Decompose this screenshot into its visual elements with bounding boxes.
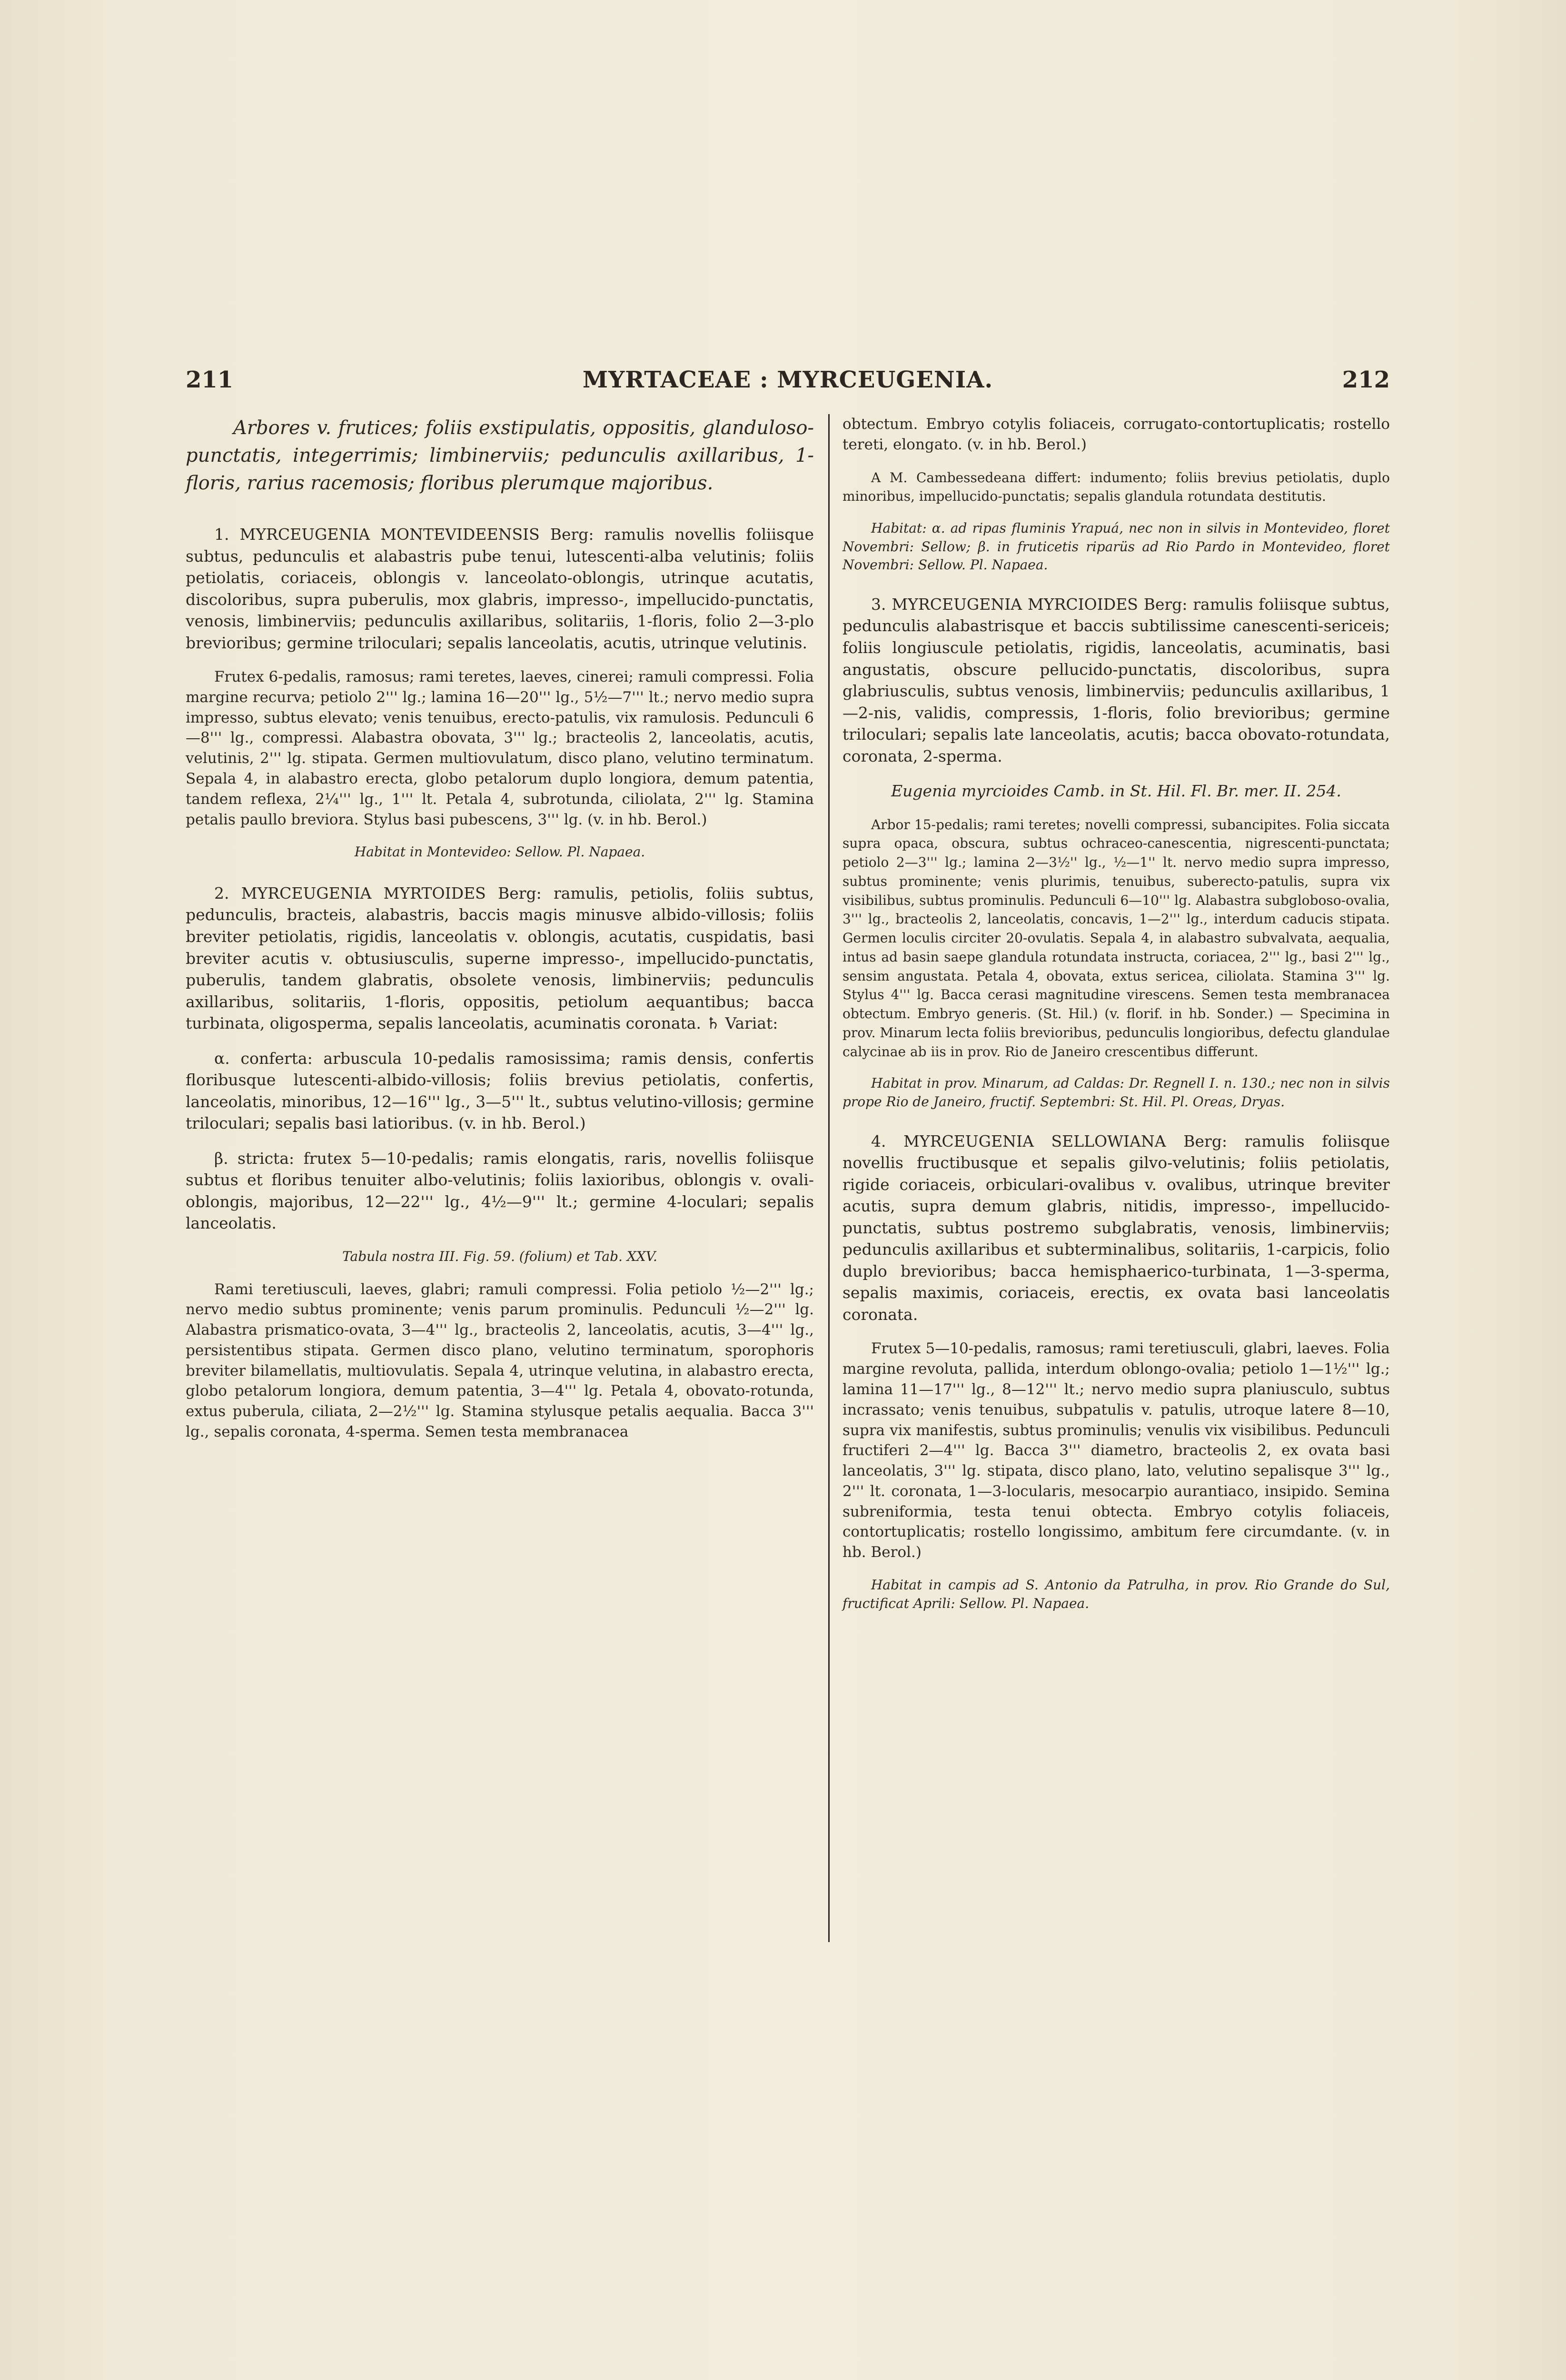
genus-intro: Arbores v. frutices; foliis exstipulatis, oppositis, glanduloso-punctatis, integerrimis; limbinerviis; pedunculis axillaribus, 1-floris, rarius racemosis; floribus plerumque majoribus. (186, 417, 814, 494)
species-2-reference: Tabula nostra III. Fig. 59. (folium) et Tab. XXV. (342, 1248, 657, 1264)
column-divider (828, 414, 830, 1942)
species-1-description: Frutex 6-pedalis, ramosus; rami teretes, laeves, cinerei; ramuli compressi. Folia margine recurva; petiolo 2''' lg.; lamina 16—20''' lg., 5½—7''' lt.; nervo medio supra impresso, subtus elevato; venis tenuibus, erecto-patulis, vix ramulosis. Pedunculi 6—8''' lg., compressi. Alabastra obovata, 3''' lg.; bracteolis 2, lanceolatis, acutis, velutinis, 2''' lg. stipata. Germen multiovulatum, disco plano, velutino terminatum. Sepala 4, in alabastro erecta, globo petalorum duplo longiora, demum patentia, tandem reflexa, 2¼''' lg., 1''' lt. Petala 4, subrotunda, ciliolata, 2''' lg. Stamina petalis paullo breviora. Stylus basi pubescens, 3''' lg. (v. in hb. Berol.) (186, 668, 814, 828)
species-2-diagnosis: 2. MYRCEUGENIA MYRTOIDES Berg: ramulis, petiolis, foliis subtus, pedunculis, bracteis, alabastris, baccis magis minusve albido-villosis; foliis breviter petiolatis, rigidis, lanceolatis v. oblongis, acutatis, cuspidatis, basi breviter acutis v. obtusiusculis, superne impresso-, impellucido-punctatis, puberulis, tandem glabratis, obsolete venosis, limbinerviis; pedunculis axillaribus, solitariis, 1-floris, oppositis, petiolum aequantibus; bacca turbinata, oligosperma, sepalis lanceolatis, acuminatis coronata. ♄ Variat: (186, 883, 814, 1033)
species-1-diagnosis: 1. MYRCEUGENIA MONTEVIDEENSIS Berg: ramulis novellis foliisque subtus, pedunculis et alabastris pube tenui, lutescenti-alba velutinis; foliis petiolatis, coriaceis, oblongis v. lanceolato-oblongis, utrinque acutatis, discoloribus, supra puberulis, mox glabris, impresso-, impellucido-punctatis, venosis, limbinerviis; pedunculis axillaribus, solitariis, 1-floris, folio 2—3-plo brevioribus; germine triloculari; sepalis lanceolatis, acutis, utrinque velutinis. (186, 525, 814, 652)
page-number-left: 211 (186, 367, 234, 393)
right-column (842, 414, 1390, 1626)
species-3-reference: Eugenia myrcioides Camb. in St. Hil. Fl. Br. mer. II. 254. (891, 782, 1341, 801)
species-2-comparison: A M. Cambessedeana differt: indumento; foliis brevius petiolatis, duplo minoribus, impellucido-punctatis; sepalis glandula rotundata destitutis. (842, 469, 1390, 505)
species-3-habitat: Habitat in prov. Minarum, ad Caldas: Dr. Regnell I. n. 130.; nec non in silvis prope Rio de Janeiro, fructif. Septembri: St. Hil. Pl. Oreas, Dryas. (842, 1075, 1390, 1110)
species-2-habitat: Habitat: α. ad ripas fluminis Yrapuá, nec non in silvis in Montevideo, floret Novembri: Sellow; β. in fruticetis riparüs ad Rio Pardo in Montevideo, floret Novembri: Sellow. Pl. Napaea. (842, 520, 1390, 573)
species-1-habitat: Habitat in Montevideo: Sellow. Pl. Napaea. (354, 844, 645, 860)
page-number-right: 212 (1342, 367, 1390, 393)
species-2-variety-alpha: α. conferta: arbuscula 10-pedalis ramosissima; ramis densis, confertis floribusque lutescenti-albido-villosis; foliis brevius petiolatis, confertis, lanceolatis, minoribus, 12—16''' lg., 3—5''' lt., subtus velutino-villosis; germine triloculari; sepalis basi latioribus. (v. in hb. Berol.) (186, 1049, 814, 1133)
running-title: MYRTACEAE : MYRCEUGENIA. (582, 367, 993, 393)
page-header (186, 367, 1390, 405)
species-2-description: Rami teretiusculi, laeves, glabri; ramuli compressi. Folia petiolo ½—2''' lg.; nervo medio subtus prominente; venis parum prominulis. Pedunculi ½—2''' lg. Alabastra prismatico-ovata, 3—4''' lg., bracteolis 2, lanceolatis, acutis, 3—4''' lg., persistentibus stipata. Germen disco plano, velutino terminatum, sporophoris breviter bilamellatis, multiovulatis. Sepala 4, utrinque velutina, in alabastro erecta, globo petalorum longiora, demum patentia, 3—4''' lg. Petala 4, obovato-rotunda, extus puberula, ciliata, 2—2½''' lg. Stamina stylusque petalis aequalia. Bacca 3''' lg., sepalis coronata, 4-sperma. Semen testa membranacea (186, 1280, 814, 1440)
species-4-description: Frutex 5—10-pedalis, ramosus; rami teretiusculi, glabri, laeves. Folia margine revoluta, pallida, interdum oblongo-ovalia; petiolo 1—1½''' lg.; lamina 11—17''' lg., 8—12''' lt.; nervo medio supra planiusculo, subtus incrassato; venis tenuibus, subpatulis v. patulis, utroque latere 8—10, supra vix manifestis, subtus prominulis; venulis vix visibilibus. Pedunculi fructiferi 2—4''' lg. Bacca 3''' diametro, bracteolis 2, ex ovata basi lanceolatis, 3''' lg. stipata, disco plano, lato, velutino sepalisque 3''' lg., 2''' lt. coronata, 1—3-locularis, mesocarpio aurantiaco, insipido. Semina subreniformia, testa tenui obtecta. Embryo cotylis foliaceis, contortuplicatis; rostello longissimo, ambitum fere circumdante. (v. in hb. Berol.) (842, 1340, 1390, 1561)
species-3-description: Arbor 15-pedalis; rami teretes; novelli compressi, subancipites. Folia siccata supra opaca, obscura, subtus ochraceo-canescentia, nigrescenti-punctata; petiolo 2—3''' lg.; lamina 2—3½'' lg., ½—1'' lt. nervo medio supra impresso, subtus prominente; venis plurimis, tenuibus, suberecto-patulis, supra vix visibilibus, subtus prominulis. Pedunculi 6—10''' lg. Alabastra subgloboso-ovalia, 3''' lg., bracteolis 2, lanceolatis, concavis, 1—2''' lg., interdum caducis stipata. Germen loculis circiter 20-ovulatis. Sepala 4, in alabastro subvalvata, aequalia, intus ad basin saepe glandula rotundata instructa, coriacea, 2''' lg., basi 2''' lg., sensim angustata. Petala 4, obovata, extus sericea, ciliolata. Stamina 3''' lg. Stylus 4''' lg. Bacca cerasi magnitudine virescens. Semen testa membranacea obtectum. Embryo generis. (St. Hil.) (v. florif. in hb. Sonder.) — Specimina in prov. Minarum lecta foliis brevioribus, pedunculis longioribus, defectu glandulae calycinae ab iis in prov. Rio de Janeiro crescentibus differunt. (842, 816, 1390, 1060)
species-4-diagnosis: 4. MYRCEUGENIA SELLOWIANA Berg: ramulis foliisque novellis fructibusque et sepalis gilvo-velutinis; foliis petiolatis, rigide coriaceis, orbiculari-ovalibus v. ovalibus, utrinque breviter acutis, supra demum glabris, nitidis, impresso-, impellucido-punctatis, subtus postremo subglabratis, venosis, limbinerviis; pedunculis axillaribus et subterminalibus, solitariis, 1-carpicis, folio duplo brevioribus; bacca hemisphaerico-turbinata, 1—3-sperma, sepalis maximis, coriaceis, erectis, ex ovata basi lanceolatis coronata. (842, 1131, 1390, 1324)
species-2-description-continued: obtectum. Embryo cotylis foliaceis, corrugato-contortuplicatis; rostello tereti, elongato. (v. in hb. Berol.) (842, 416, 1390, 453)
species-3-diagnosis: 3. MYRCEUGENIA MYRCIOIDES Berg: ramulis foliisque subtus, pedunculis alabastrisque et baccis subtilissime canescenti-sericeis; foliis longiuscule petiolatis, rigidis, lanceolatis, acuminatis, basi angustatis, obscure pellucido-punctatis, discoloribus, supra glabriusculis, subtus venosis, limbinerviis; pedunculis axillaribus, 1—2-nis, validis, compressis, 1-floris, folio brevioribus; germine triloculari; sepalis late lanceolatis, acutis; bacca obovato-rotundata, coronata, 2-sperma. (842, 595, 1390, 765)
species-2-variety-beta: β. stricta: frutex 5—10-pedalis; ramis elongatis, raris, novellis foliisque subtus et floribus tenuiter albo-velutinis; foliis laxioribus, oblongis v. ovali-oblongis, majoribus, 12—22''' lg., 4½—9''' lt.; germine 4-loculari; sepalis lanceolatis. (186, 1149, 814, 1233)
species-4-habitat: Habitat in campis ad S. Antonio da Patrulha, in prov. Rio Grande do Sul, fructificat Aprili: Sellow. Pl. Napaea. (842, 1577, 1390, 1611)
left-column (186, 414, 814, 1456)
